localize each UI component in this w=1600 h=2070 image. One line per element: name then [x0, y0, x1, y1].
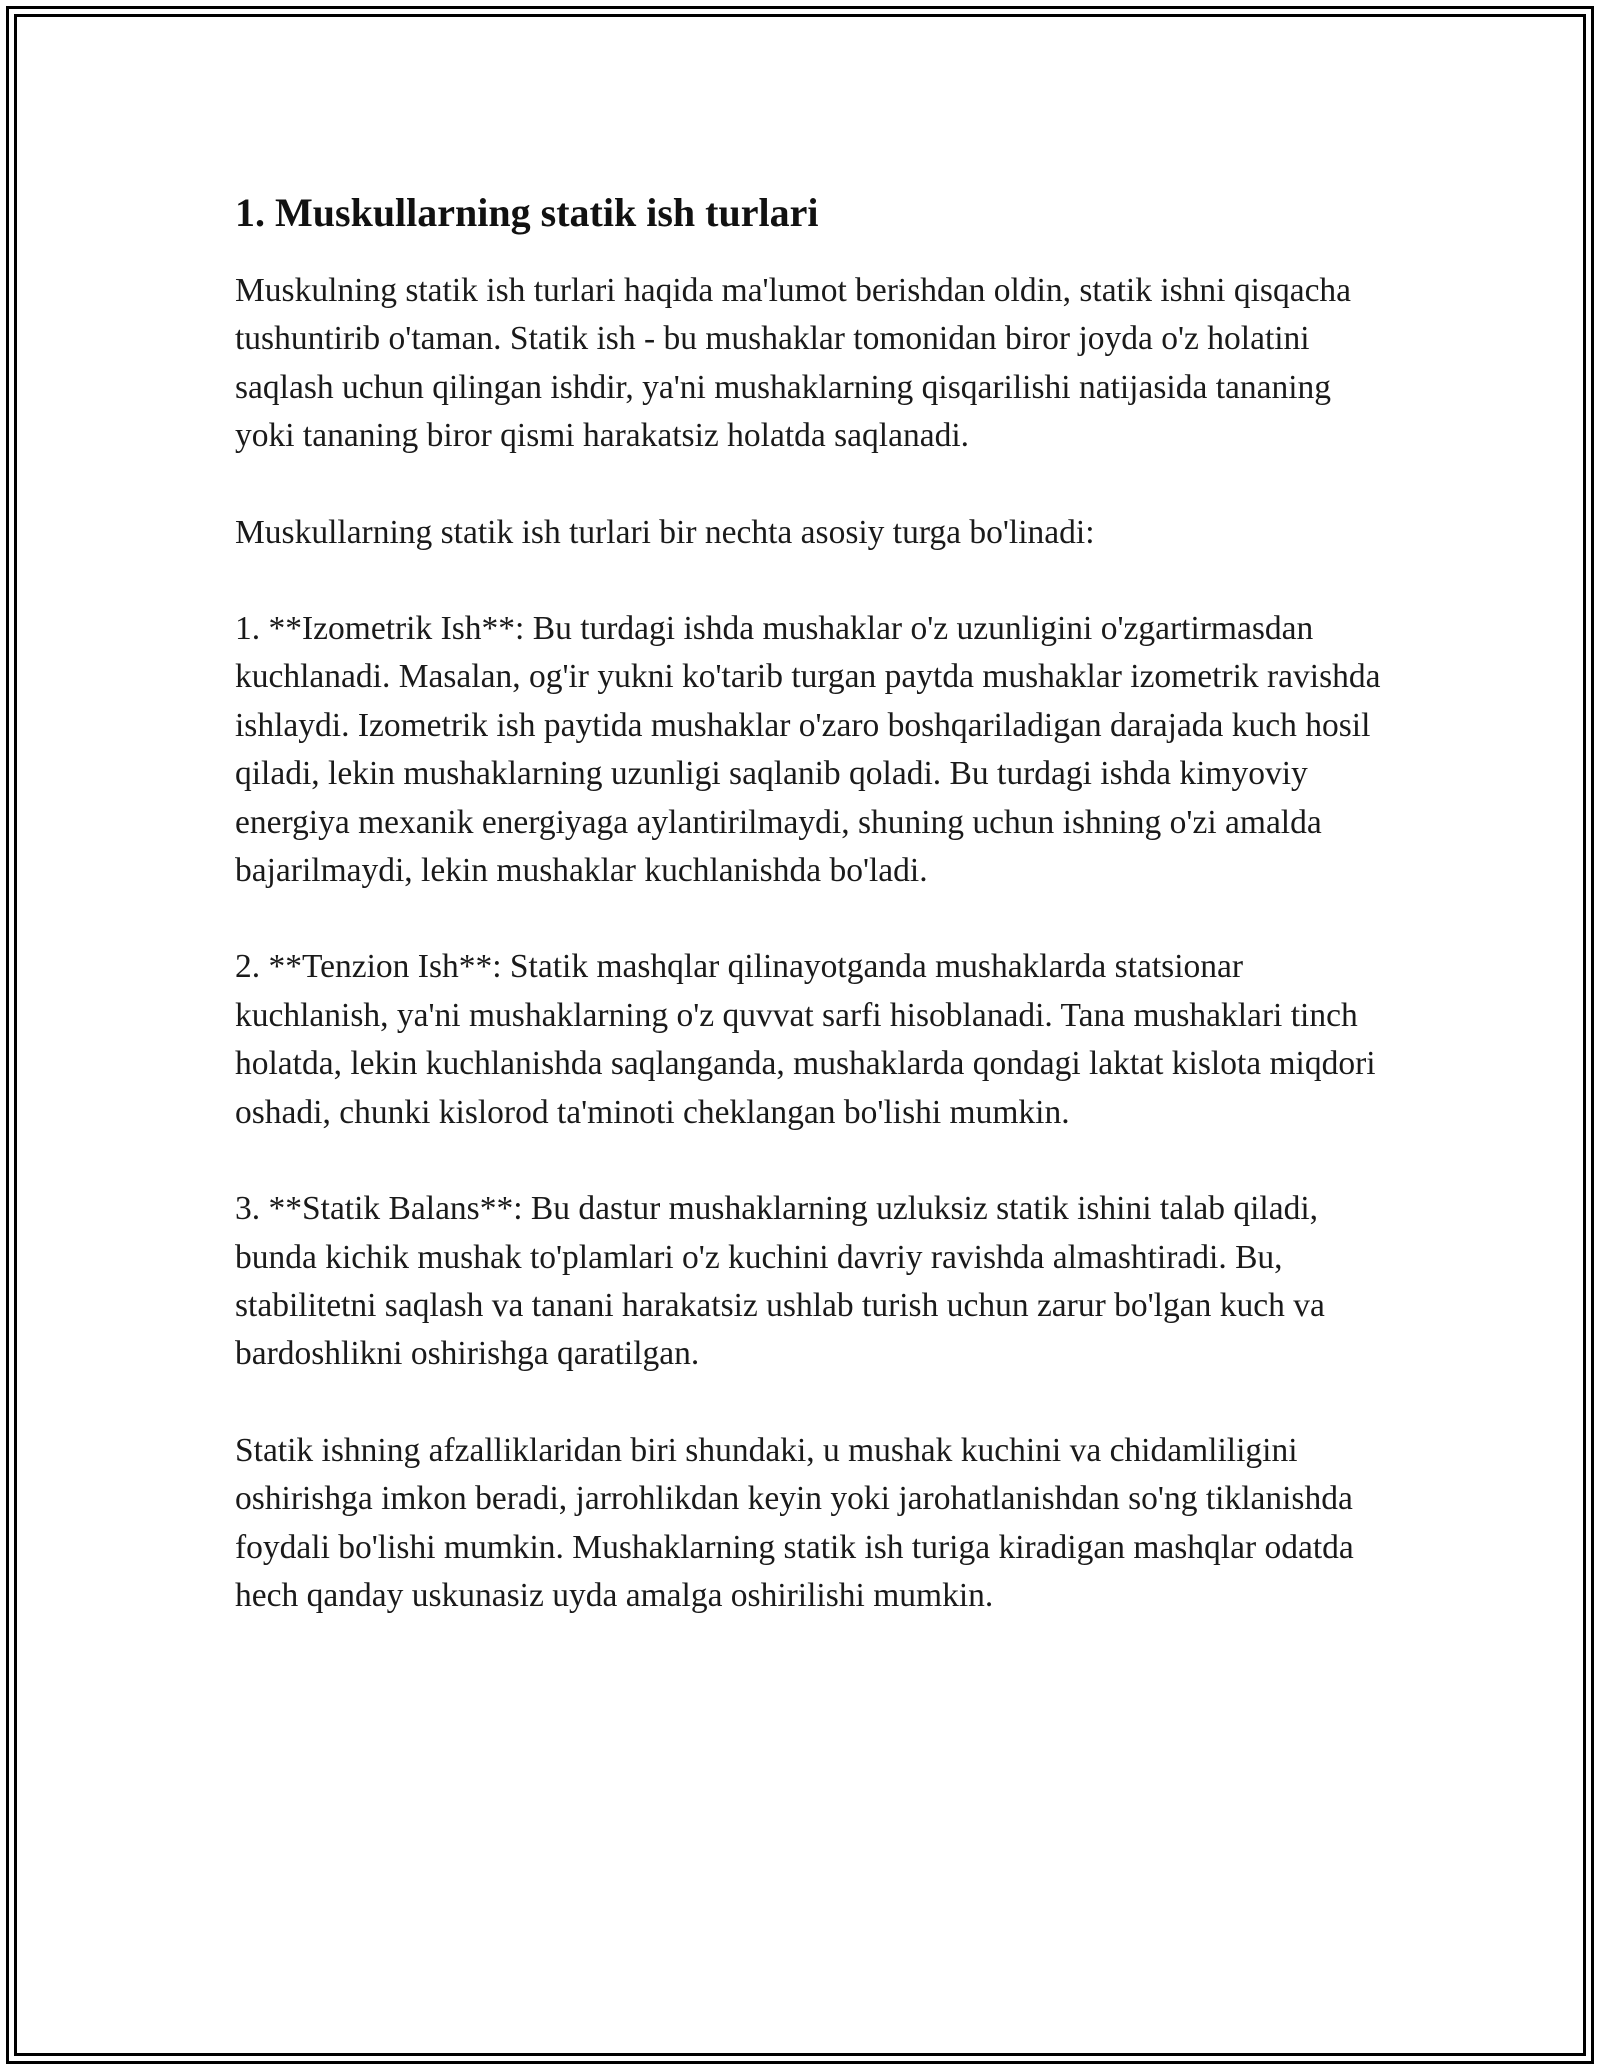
paragraph-static-balance: 3. **Statik Balans**: Bu dastur mushaklarning uzluksiz statik ishini talab qiladi, bunda kichik mushak to'plamlari o'z kuchini davriy ravishda almashtiradi. Bu, stabilitetni saqlash va tanani harakatsiz ushlab turish uchun zarur bo'lgan kuch va bardoshlikni oshirishga qaratilgan. — [235, 1190, 1325, 1373]
paragraph-tension: 2. **Tenzion Ish**: Statik mashqlar qilinayotganda mushaklarda statsionar kuchlanish, ya'ni mushaklarning o'z quvvat sarfi hisoblanadi. Tana mushaklari tinch holatda, lekin kuchlanishda saqlanganda, mushaklarda qondagi laktat kislota miqdori oshadi, chunki kislorod ta'minoti cheklangan bo'lishi mumkin. — [235, 948, 1376, 1131]
paragraph-benefits: Statik ishning afzalliklaridan biri shundaki, u mushak kuchini va chidamliligini oshirishga imkon beradi, jarrohlikdan keyin yoki jarohatlanishdan so'ng tiklanishda foydali bo'lishi mumkin. Mushaklarning statik ish turiga kiradigan mashqlar odatda hech qanday uskunasiz uyda amalga oshirilishi mumkin. — [235, 1431, 1354, 1614]
paragraph-intro: Muskulning statik ish turlari haqida ma'lumot berishdan oldin, statik ishni qisqacha tushuntirib o'taman. Statik ish - bu mushaklar tomonidan biror joyda o'z holatini saqlash uchun qilingan ishdir, ya'ni mushaklarning qisqarilishi natijasida tananing yoki tananing biror qismi harakatsiz holatda saqlanadi. — [235, 272, 1352, 455]
paragraph-isometric: 1. **Izometrik Ish**: Bu turdagi ishda mushaklar o'z uzunligini o'zgartirmasdan kuchlanadi. Masalan, og'ir yukni ko'tarib turgan paytda mushaklar izometrik ravishda ishlaydi. Izometrik ish paytida mushaklar o'zaro boshqariladigan darajada kuch hosil qiladi, lekin mushaklarning uzunligi saqlanib qoladi. Bu turdagi ishda kimyoviy energiya mexanik energiyaga aylantirilmaydi, shuning uchun ishning o'zi amalda bajarilmaydi, lekin mushaklar kuchlanishda bo'ladi. — [235, 610, 1381, 890]
document-body — [235, 185, 1385, 1668]
document-title: 1. Muskullarning statik ish turlari — [235, 190, 819, 235]
paragraph-types-overview: Muskullarning statik ish turlari bir nechta asosiy turga bo'linadi: — [235, 513, 1095, 551]
